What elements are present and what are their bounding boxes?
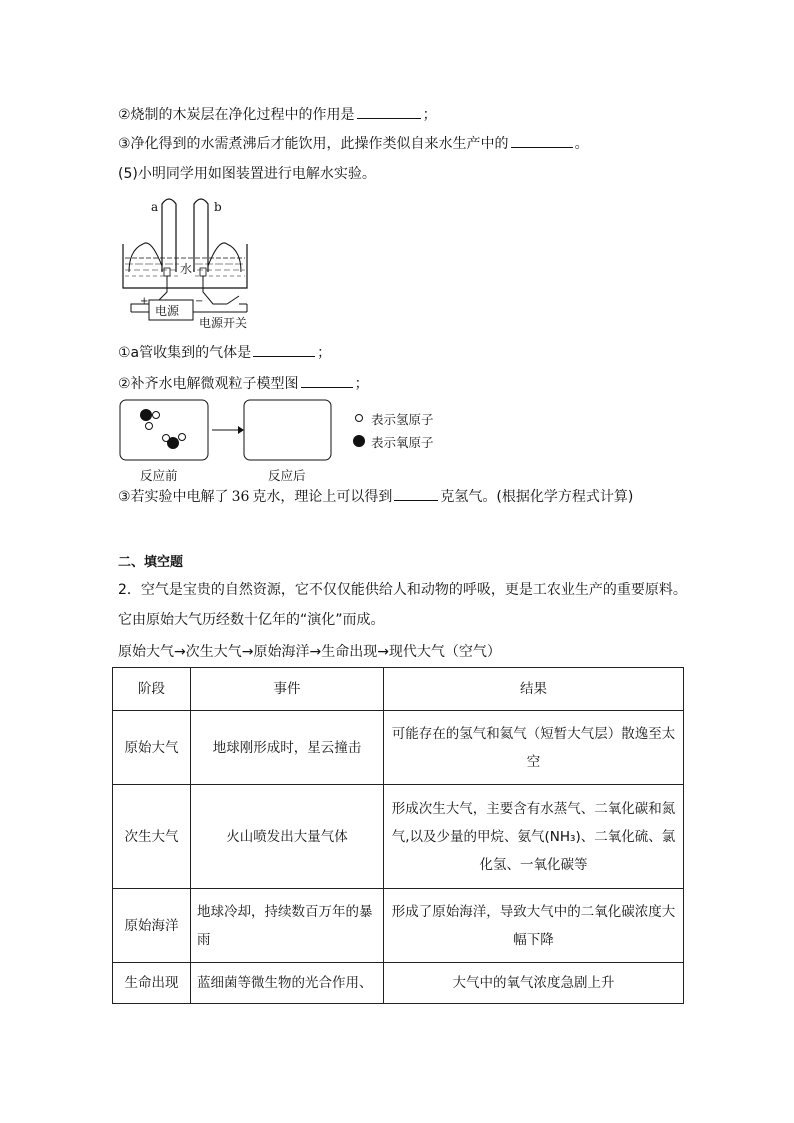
q-charcoal-end: ； [422, 107, 437, 123]
q-line-boil [118, 133, 589, 154]
q-line-mass [118, 486, 633, 507]
q-line-electrolysis: (5)小明同学用如图装置进行电解水实验。 [118, 166, 376, 182]
q-mass-start: ③若实验中电解了 [118, 489, 229, 505]
q-boil-end: 。 [574, 136, 589, 152]
table-row [113, 785, 684, 889]
answer-blank-hydrogen-mass[interactable] [394, 486, 438, 501]
row-event: 火山喷发出大量气体 [191, 785, 384, 889]
row-event: 地球冷却，持续数百万年的暴雨 [191, 889, 384, 963]
header-stage: 阶段 [113, 668, 191, 711]
electrolysis-apparatus-figure [115, 192, 265, 330]
q2-evolution-chain: 原始大气→次生大气→原始海洋→生命出现→现代大气（空气） [118, 644, 501, 660]
power-source-label: 电源 [155, 304, 180, 318]
row-result: 形成了原始海洋，导致大气中的二氧化碳浓度大幅下降 [384, 889, 684, 963]
table-row [113, 711, 684, 785]
q-mass-mid: 克水，理论上可以得到 [252, 489, 393, 505]
legend-oxygen-label: 表示氧原子 [371, 435, 434, 450]
tube-b-label: b [214, 200, 222, 214]
q-line-gas-a [118, 342, 331, 363]
legend-hydrogen-label: 表示氢原子 [371, 412, 434, 427]
answer-blank-charcoal[interactable] [357, 104, 421, 119]
q-mass-end: 克氢气。(根据化学方程式计算) [440, 489, 634, 505]
after-reaction-label: 反应后 [268, 468, 306, 483]
header-event: 事件 [191, 668, 384, 711]
answer-blank-gas-a[interactable] [253, 342, 315, 357]
q-mass-number: 36 [231, 489, 250, 505]
particle-model-figure [118, 398, 448, 484]
power-switch-label: 电源开关 [199, 316, 248, 330]
section-title: 二、填空题 [118, 555, 184, 570]
atmosphere-evolution-table [112, 667, 684, 1004]
plus-sign: + [140, 296, 149, 307]
row-stage: 原始大气 [113, 711, 191, 785]
table-row [113, 889, 684, 963]
row-result: 大气中的氧气浓度急剧上升 [384, 963, 684, 1004]
q-model-end: ； [354, 376, 369, 392]
row-event: 地球刚形成时，星云撞击 [191, 711, 384, 785]
header-result: 结果 [384, 668, 684, 711]
answer-blank-boil[interactable] [511, 133, 573, 148]
row-stage: 次生大气 [113, 785, 191, 889]
row-stage: 生命出现 [113, 963, 191, 1004]
q-line-charcoal [118, 104, 437, 125]
minus-sign: − [195, 296, 204, 307]
q-model-text: ②补齐水电解微观粒子模型图 [118, 376, 299, 392]
q-charcoal-text: ②烧制的木炭层在净化过程中的作用是 [118, 107, 355, 123]
before-reaction-label: 反应前 [140, 468, 178, 483]
water-label: 水 [180, 262, 193, 276]
q-line-model [118, 373, 369, 394]
row-stage: 原始海洋 [113, 889, 191, 963]
table-row [113, 963, 684, 1004]
q2-intro-line2: 它由原始大气历经数十亿年的“演化”而成。 [118, 612, 385, 628]
table-header-row [113, 668, 684, 711]
row-result: 形成次生大气，主要含有水蒸气、二氧化碳和氮气,以及少量的甲烷、氨气(NH₃)、二氧化硫、氯化氢、一氧化碳等 [384, 785, 684, 889]
row-result: 可能存在的氢气和氦气（短暂大气层）散逸至太空 [384, 711, 684, 785]
q-boil-text: ③净化得到的水需煮沸后才能饮用，此操作类似自来水生产中的 [118, 136, 509, 152]
answer-blank-model[interactable] [301, 373, 353, 388]
row-event: 蓝细菌等微生物的光合作用、 [191, 963, 384, 1004]
q2-intro-line1: 2．空气是宝贵的自然资源，它不仅仅能供给人和动物的呼吸，更是工农业生产的重要原料。 [118, 582, 687, 598]
q-gas-a-text: ①a管收集到的气体是 [118, 345, 252, 361]
q-gas-a-end: ； [317, 345, 332, 361]
tube-a-label: a [151, 200, 159, 214]
